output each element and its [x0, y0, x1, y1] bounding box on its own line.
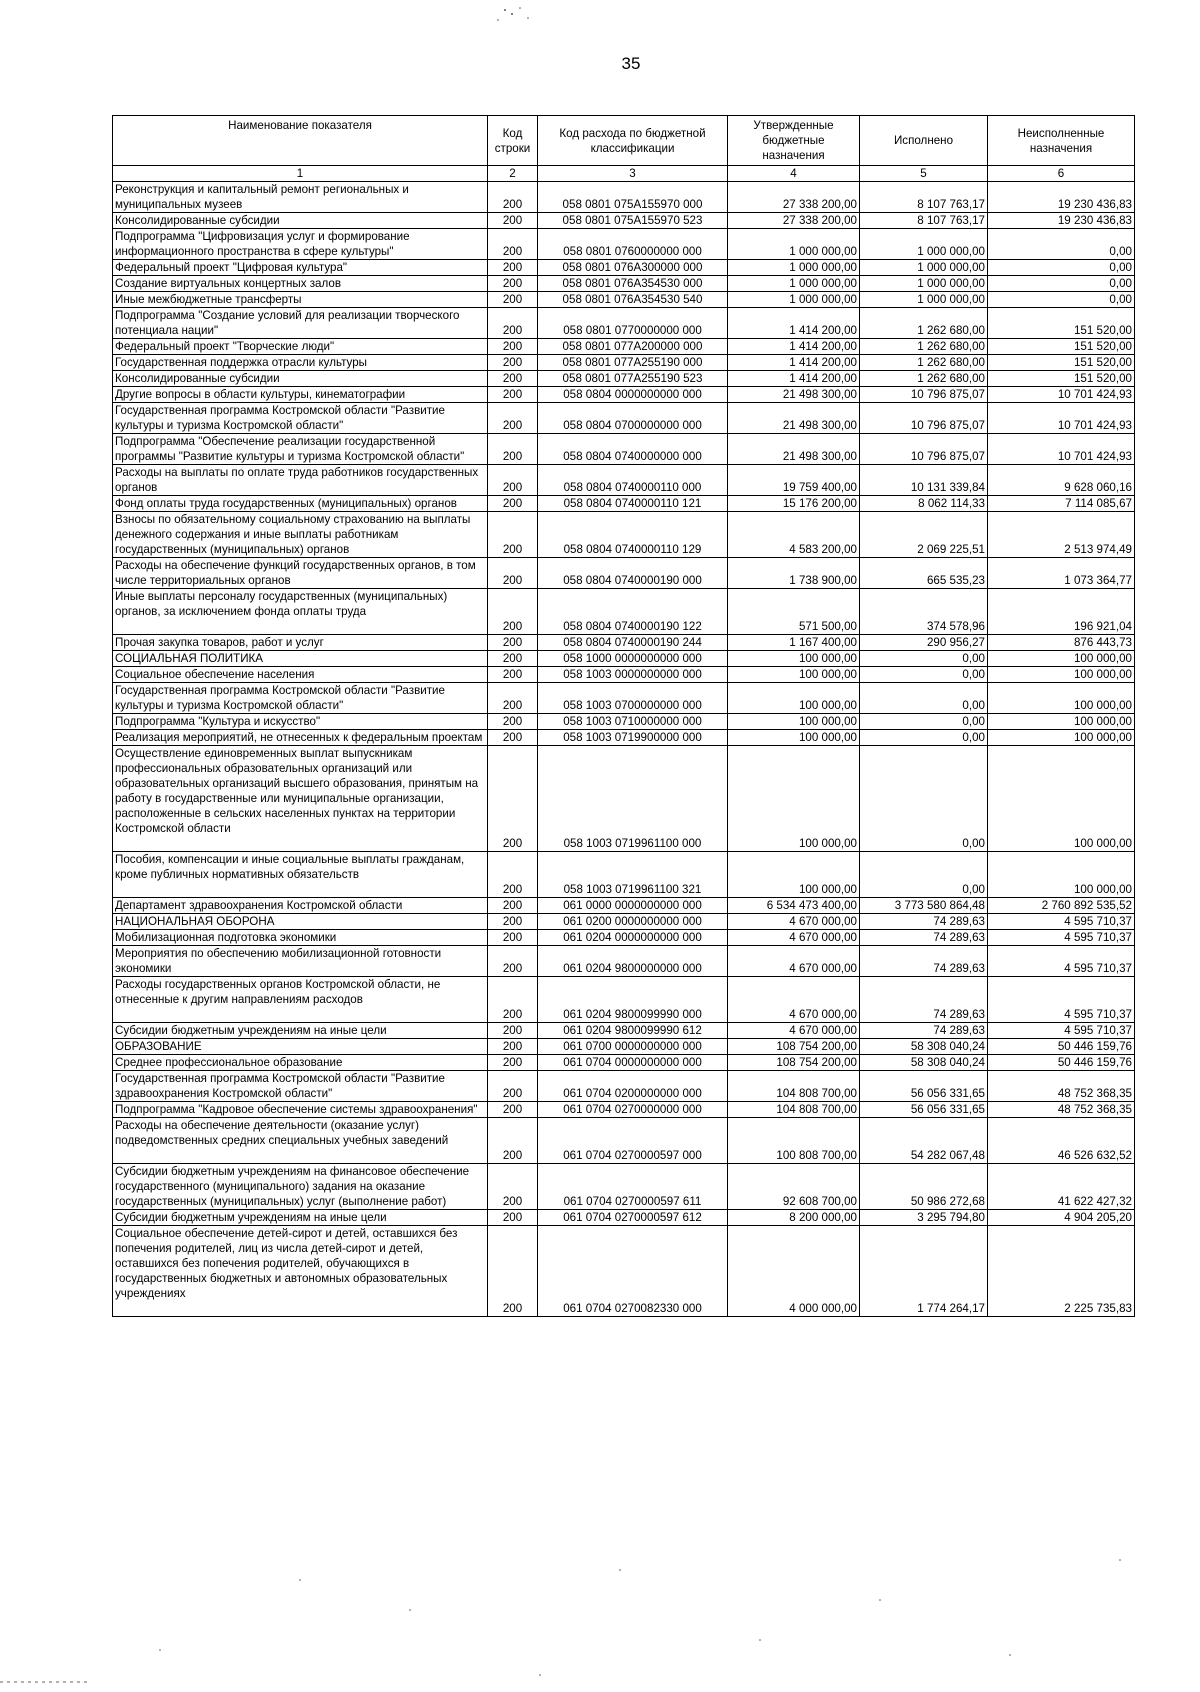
row-executed: 0,00: [860, 683, 988, 714]
table-row: [113, 1023, 1135, 1039]
row-executed: 290 956,27: [860, 635, 988, 651]
row-approved: 1 414 200,00: [728, 371, 860, 387]
row-executed: 1 000 000,00: [860, 229, 988, 260]
row-line-code: 200: [488, 746, 538, 852]
column-number-row: [113, 166, 1135, 182]
table-row: [113, 371, 1135, 387]
row-budget-code: 058 1003 0710000000 000: [538, 714, 728, 730]
table-row: [113, 1039, 1135, 1055]
row-unexecuted: 151 520,00: [988, 371, 1135, 387]
row-name: Фонд оплаты труда государственных (муниципальных) органов: [113, 496, 488, 512]
row-approved: 100 808 700,00: [728, 1118, 860, 1164]
row-budget-code: 058 0804 0740000110 000: [538, 465, 728, 496]
row-name: Расходы на выплаты по оплате труда работников государственных органов: [113, 465, 488, 496]
row-executed: 54 282 067,48: [860, 1118, 988, 1164]
row-name: Создание виртуальных концертных залов: [113, 276, 488, 292]
table-row: [113, 852, 1135, 898]
row-approved: 100 000,00: [728, 852, 860, 898]
table-row: [113, 651, 1135, 667]
row-line-code: 200: [488, 371, 538, 387]
row-approved: 1 414 200,00: [728, 355, 860, 371]
table-row: [113, 946, 1135, 977]
row-name: Расходы на обеспечение функций государственных органов, в том числе территориальных органов: [113, 558, 488, 589]
row-approved: 104 808 700,00: [728, 1102, 860, 1118]
row-unexecuted: 10 701 424,93: [988, 387, 1135, 403]
row-budget-code: 058 0801 0760000000 000: [538, 229, 728, 260]
row-unexecuted: 2 225 735,83: [988, 1226, 1135, 1317]
row-name: Государственная программа Костромской области "Развитие здравоохранения Костромской области": [113, 1071, 488, 1102]
row-executed: 8 107 763,17: [860, 213, 988, 229]
row-budget-code: 058 1003 0700000000 000: [538, 683, 728, 714]
row-executed: 56 056 331,65: [860, 1102, 988, 1118]
row-budget-code: 058 0804 0700000000 000: [538, 403, 728, 434]
row-unexecuted: 876 443,73: [988, 635, 1135, 651]
column-number: 3: [538, 166, 728, 182]
row-name: Среднее профессиональное образование: [113, 1055, 488, 1071]
row-budget-code: 058 0804 0740000000 000: [538, 434, 728, 465]
table-row: [113, 558, 1135, 589]
row-unexecuted: 196 921,04: [988, 589, 1135, 635]
row-budget-code: 058 0804 0740000110 121: [538, 496, 728, 512]
row-name: Консолидированные субсидии: [113, 371, 488, 387]
row-name: Мероприятия по обеспечению мобилизационной готовности экономики: [113, 946, 488, 977]
table-row: [113, 667, 1135, 683]
row-approved: 19 759 400,00: [728, 465, 860, 496]
row-executed: 3 773 580 864,48: [860, 898, 988, 914]
row-line-code: 200: [488, 651, 538, 667]
column-number: 4: [728, 166, 860, 182]
row-executed: 0,00: [860, 651, 988, 667]
row-budget-code: 061 0204 0000000000 000: [538, 930, 728, 946]
table-row: [113, 292, 1135, 308]
header-budget-code: Код расхода по бюджетной классификации: [538, 116, 728, 166]
table-row: [113, 434, 1135, 465]
row-line-code: 200: [488, 667, 538, 683]
row-approved: 21 498 300,00: [728, 387, 860, 403]
table-row: [113, 465, 1135, 496]
row-approved: 1 414 200,00: [728, 308, 860, 339]
table-row: [113, 182, 1135, 213]
row-executed: 1 262 680,00: [860, 355, 988, 371]
row-approved: 6 534 473 400,00: [728, 898, 860, 914]
row-approved: 1 414 200,00: [728, 339, 860, 355]
row-name: Социальное обеспечение населения: [113, 667, 488, 683]
table-row: [113, 930, 1135, 946]
row-line-code: 200: [488, 930, 538, 946]
row-line-code: 200: [488, 946, 538, 977]
row-line-code: 200: [488, 914, 538, 930]
row-line-code: 200: [488, 496, 538, 512]
row-approved: 100 000,00: [728, 730, 860, 746]
row-name: Социальное обеспечение детей-сирот и детей, оставшихся без попечения родителей, лиц из числа детей-сирот и детей, оставшихся без попечения родителей, обучающихся в государственных бюджетных и автономных образовательных учреждениях: [113, 1226, 488, 1317]
row-unexecuted: 4 595 710,37: [988, 946, 1135, 977]
row-name: Подпрограмма "Цифровизация услуг и формирование информационного пространства в сфере культуры": [113, 229, 488, 260]
row-name: Пособия, компенсации и иные социальные выплаты гражданам, кроме публичных нормативных обязательств: [113, 852, 488, 898]
table-header-row: [113, 116, 1135, 166]
row-executed: 74 289,63: [860, 930, 988, 946]
header-approved: Утвержденные бюджетные назначения: [728, 116, 860, 166]
row-budget-code: 061 0704 0270000597 000: [538, 1118, 728, 1164]
row-line-code: 200: [488, 213, 538, 229]
row-executed: 10 796 875,07: [860, 434, 988, 465]
row-name: Реконструкция и капитальный ремонт региональных и муниципальных музеев: [113, 182, 488, 213]
row-budget-code: 061 0704 0000000000 000: [538, 1055, 728, 1071]
row-executed: 0,00: [860, 714, 988, 730]
row-unexecuted: 48 752 368,35: [988, 1071, 1135, 1102]
table-row: [113, 1164, 1135, 1210]
table-row: [113, 260, 1135, 276]
row-executed: 50 986 272,68: [860, 1164, 988, 1210]
row-unexecuted: 100 000,00: [988, 714, 1135, 730]
table-body: [113, 182, 1135, 1317]
row-unexecuted: 4 904 205,20: [988, 1210, 1135, 1226]
row-unexecuted: 10 701 424,93: [988, 434, 1135, 465]
row-budget-code: 061 0204 9800000000 000: [538, 946, 728, 977]
row-name: Федеральный проект "Цифровая культура": [113, 260, 488, 276]
row-line-code: 200: [488, 898, 538, 914]
row-executed: 1 000 000,00: [860, 260, 988, 276]
row-budget-code: 058 0801 075А155970 523: [538, 213, 728, 229]
budget-execution-table: [112, 115, 1135, 1317]
row-line-code: 200: [488, 714, 538, 730]
row-line-code: 200: [488, 1118, 538, 1164]
row-approved: 1 000 000,00: [728, 260, 860, 276]
row-approved: 108 754 200,00: [728, 1055, 860, 1071]
table-row: [113, 1055, 1135, 1071]
row-unexecuted: 100 000,00: [988, 651, 1135, 667]
header-name: Наименование показателя: [113, 116, 488, 166]
row-line-code: 200: [488, 1023, 538, 1039]
row-line-code: 200: [488, 387, 538, 403]
row-executed: 0,00: [860, 730, 988, 746]
table-row: [113, 730, 1135, 746]
row-unexecuted: 151 520,00: [988, 308, 1135, 339]
row-name: Субсидии бюджетным учреждениям на финансовое обеспечение государственного (муниципального) задания на оказание государственных (муниципальных) услуг (выполнение работ): [113, 1164, 488, 1210]
row-budget-code: 061 0704 0270000000 000: [538, 1102, 728, 1118]
table-row: [113, 1102, 1135, 1118]
row-budget-code: 061 0704 0200000000 000: [538, 1071, 728, 1102]
row-unexecuted: 4 595 710,37: [988, 914, 1135, 930]
row-line-code: 200: [488, 403, 538, 434]
row-name: Субсидии бюджетным учреждениям на иные цели: [113, 1023, 488, 1039]
row-executed: 0,00: [860, 746, 988, 852]
row-line-code: 200: [488, 276, 538, 292]
row-name: Прочая закупка товаров, работ и услуг: [113, 635, 488, 651]
row-approved: 92 608 700,00: [728, 1164, 860, 1210]
row-executed: 56 056 331,65: [860, 1071, 988, 1102]
table-row: [113, 589, 1135, 635]
row-line-code: 200: [488, 558, 538, 589]
row-line-code: 200: [488, 292, 538, 308]
row-unexecuted: 41 622 427,32: [988, 1164, 1135, 1210]
row-executed: 10 796 875,07: [860, 403, 988, 434]
row-unexecuted: 4 595 710,37: [988, 1023, 1135, 1039]
row-approved: 1 738 900,00: [728, 558, 860, 589]
row-approved: 27 338 200,00: [728, 213, 860, 229]
row-executed: 1 262 680,00: [860, 339, 988, 355]
table-row: [113, 276, 1135, 292]
row-name: Подпрограмма "Обеспечение реализации государственной программы "Развитие культуры и туризма Костромской области": [113, 434, 488, 465]
row-executed: 0,00: [860, 852, 988, 898]
row-approved: 4 000 000,00: [728, 1226, 860, 1317]
row-unexecuted: 100 000,00: [988, 683, 1135, 714]
table-row: [113, 387, 1135, 403]
table-row: [113, 746, 1135, 852]
row-approved: 4 670 000,00: [728, 977, 860, 1023]
table-row: [113, 1226, 1135, 1317]
row-budget-code: 058 0801 076А300000 000: [538, 260, 728, 276]
row-approved: 21 498 300,00: [728, 434, 860, 465]
table-row: [113, 914, 1135, 930]
row-executed: 58 308 040,24: [860, 1055, 988, 1071]
column-number: 5: [860, 166, 988, 182]
row-budget-code: 058 0804 0740000190 122: [538, 589, 728, 635]
row-executed: 3 295 794,80: [860, 1210, 988, 1226]
row-unexecuted: 7 114 085,67: [988, 496, 1135, 512]
row-line-code: 200: [488, 182, 538, 213]
row-name: Государственная программа Костромской области "Развитие культуры и туризма Костромской области": [113, 683, 488, 714]
table-row: [113, 229, 1135, 260]
row-line-code: 200: [488, 512, 538, 558]
row-budget-code: 058 0804 0740000190 244: [538, 635, 728, 651]
row-unexecuted: 151 520,00: [988, 355, 1135, 371]
row-unexecuted: 1 073 364,77: [988, 558, 1135, 589]
row-unexecuted: 9 628 060,16: [988, 465, 1135, 496]
row-executed: 8 107 763,17: [860, 182, 988, 213]
row-budget-code: 058 0804 0740000190 000: [538, 558, 728, 589]
table-row: [113, 403, 1135, 434]
row-budget-code: 058 0801 077А255190 523: [538, 371, 728, 387]
row-unexecuted: 50 446 159,76: [988, 1039, 1135, 1055]
row-approved: 4 583 200,00: [728, 512, 860, 558]
table-row: [113, 683, 1135, 714]
row-budget-code: 058 0804 0740000110 129: [538, 512, 728, 558]
table-row: [113, 714, 1135, 730]
row-budget-code: 058 0801 077А200000 000: [538, 339, 728, 355]
row-name: Иные выплаты персоналу государственных (муниципальных) органов, за исключением фонда оплаты труда: [113, 589, 488, 635]
row-name: Департамент здравоохранения Костромской области: [113, 898, 488, 914]
row-line-code: 200: [488, 260, 538, 276]
table-row: [113, 496, 1135, 512]
row-name: Государственная поддержка отрасли культуры: [113, 355, 488, 371]
row-line-code: 200: [488, 852, 538, 898]
header-line-code: Код строки: [488, 116, 538, 166]
table-row: [113, 635, 1135, 651]
row-unexecuted: 4 595 710,37: [988, 930, 1135, 946]
table-row: [113, 1118, 1135, 1164]
row-budget-code: 058 0801 076А354530 540: [538, 292, 728, 308]
row-unexecuted: 48 752 368,35: [988, 1102, 1135, 1118]
header-executed: Исполнено: [860, 116, 988, 166]
row-executed: 74 289,63: [860, 946, 988, 977]
table-row: [113, 977, 1135, 1023]
row-unexecuted: 100 000,00: [988, 852, 1135, 898]
table-row: [113, 512, 1135, 558]
row-line-code: 200: [488, 1164, 538, 1210]
row-approved: 8 200 000,00: [728, 1210, 860, 1226]
row-approved: 100 000,00: [728, 746, 860, 852]
row-approved: 21 498 300,00: [728, 403, 860, 434]
row-approved: 27 338 200,00: [728, 182, 860, 213]
row-executed: 2 069 225,51: [860, 512, 988, 558]
row-budget-code: 058 0804 0000000000 000: [538, 387, 728, 403]
row-name: Иные межбюджетные трансферты: [113, 292, 488, 308]
row-name: Реализация мероприятий, не отнесенных к федеральным проектам: [113, 730, 488, 746]
row-approved: 100 000,00: [728, 714, 860, 730]
row-approved: 108 754 200,00: [728, 1039, 860, 1055]
column-number: 2: [488, 166, 538, 182]
row-approved: 4 670 000,00: [728, 930, 860, 946]
row-name: Государственная программа Костромской области "Развитие культуры и туризма Костромской области": [113, 403, 488, 434]
row-line-code: 200: [488, 229, 538, 260]
row-name: Консолидированные субсидии: [113, 213, 488, 229]
row-line-code: 200: [488, 308, 538, 339]
row-approved: 1 000 000,00: [728, 292, 860, 308]
row-approved: 4 670 000,00: [728, 946, 860, 977]
row-budget-code: 061 0700 0000000000 000: [538, 1039, 728, 1055]
row-approved: 100 000,00: [728, 667, 860, 683]
row-line-code: 200: [488, 434, 538, 465]
row-name: НАЦИОНАЛЬНАЯ ОБОРОНА: [113, 914, 488, 930]
row-executed: 1 000 000,00: [860, 292, 988, 308]
row-budget-code: 058 0801 077А255190 000: [538, 355, 728, 371]
row-line-code: 200: [488, 977, 538, 1023]
row-unexecuted: 0,00: [988, 276, 1135, 292]
row-unexecuted: 4 595 710,37: [988, 977, 1135, 1023]
row-budget-code: 061 0204 9800099990 000: [538, 977, 728, 1023]
row-executed: 0,00: [860, 667, 988, 683]
row-budget-code: 058 0801 076А354530 000: [538, 276, 728, 292]
row-executed: 665 535,23: [860, 558, 988, 589]
row-unexecuted: 100 000,00: [988, 667, 1135, 683]
row-unexecuted: 0,00: [988, 260, 1135, 276]
row-budget-code: 058 1003 0719961100 000: [538, 746, 728, 852]
row-unexecuted: 100 000,00: [988, 730, 1135, 746]
table-row: [113, 898, 1135, 914]
row-budget-code: 058 1003 0000000000 000: [538, 667, 728, 683]
row-line-code: 200: [488, 589, 538, 635]
row-line-code: 200: [488, 355, 538, 371]
row-name: Подпрограмма "Кадровое обеспечение системы здравоохранения": [113, 1102, 488, 1118]
row-unexecuted: 2 513 974,49: [988, 512, 1135, 558]
row-name: Другие вопросы в области культуры, кинематографии: [113, 387, 488, 403]
row-budget-code: 061 0704 0270000597 611: [538, 1164, 728, 1210]
row-line-code: 200: [488, 730, 538, 746]
row-line-code: 200: [488, 635, 538, 651]
row-approved: 1 000 000,00: [728, 276, 860, 292]
row-budget-code: 061 0000 0000000000 000: [538, 898, 728, 914]
row-line-code: 200: [488, 339, 538, 355]
row-executed: 1 774 264,17: [860, 1226, 988, 1317]
row-name: СОЦИАЛЬНАЯ ПОЛИТИКА: [113, 651, 488, 667]
column-number: 1: [113, 166, 488, 182]
table-row: [113, 1210, 1135, 1226]
row-executed: 1 262 680,00: [860, 371, 988, 387]
column-number: 6: [988, 166, 1135, 182]
row-line-code: 200: [488, 1039, 538, 1055]
row-line-code: 200: [488, 683, 538, 714]
row-unexecuted: 0,00: [988, 229, 1135, 260]
row-unexecuted: 46 526 632,52: [988, 1118, 1135, 1164]
row-line-code: 200: [488, 1071, 538, 1102]
row-name: Взносы по обязательному социальному страхованию на выплаты денежного содержания и иные выплаты работникам государственных (муниципальных) органов: [113, 512, 488, 558]
row-approved: 571 500,00: [728, 589, 860, 635]
row-line-code: 200: [488, 1055, 538, 1071]
row-line-code: 200: [488, 1102, 538, 1118]
row-budget-code: 061 0204 9800099990 612: [538, 1023, 728, 1039]
header-unexecuted: Неисполненные назначения: [988, 116, 1135, 166]
row-approved: 100 000,00: [728, 651, 860, 667]
row-unexecuted: 19 230 436,83: [988, 182, 1135, 213]
row-approved: 104 808 700,00: [728, 1071, 860, 1102]
page-number: 35: [621, 54, 641, 73]
row-name: Расходы на обеспечение деятельности (оказание услуг) подведомственных средних специальных учебных заведений: [113, 1118, 488, 1164]
table-row: [113, 339, 1135, 355]
row-executed: 374 578,96: [860, 589, 988, 635]
row-executed: 1 262 680,00: [860, 308, 988, 339]
row-unexecuted: 100 000,00: [988, 746, 1135, 852]
row-approved: 4 670 000,00: [728, 1023, 860, 1039]
table-row: [113, 213, 1135, 229]
row-name: Подпрограмма "Создание условий для реализации творческого потенциала нации": [113, 308, 488, 339]
row-executed: 74 289,63: [860, 914, 988, 930]
row-budget-code: 061 0704 0270082330 000: [538, 1226, 728, 1317]
row-executed: 74 289,63: [860, 1023, 988, 1039]
row-name: Федеральный проект "Творческие люди": [113, 339, 488, 355]
row-executed: 58 308 040,24: [860, 1039, 988, 1055]
row-budget-code: 058 1003 0719900000 000: [538, 730, 728, 746]
row-unexecuted: 10 701 424,93: [988, 403, 1135, 434]
row-unexecuted: 2 760 892 535,52: [988, 898, 1135, 914]
row-approved: 15 176 200,00: [728, 496, 860, 512]
row-name: ОБРАЗОВАНИЕ: [113, 1039, 488, 1055]
row-executed: 10 131 339,84: [860, 465, 988, 496]
row-approved: 4 670 000,00: [728, 914, 860, 930]
row-executed: 10 796 875,07: [860, 387, 988, 403]
row-unexecuted: 0,00: [988, 292, 1135, 308]
row-line-code: 200: [488, 1226, 538, 1317]
row-name: Субсидии бюджетным учреждениям на иные цели: [113, 1210, 488, 1226]
table-row: [113, 1071, 1135, 1102]
row-line-code: 200: [488, 1210, 538, 1226]
row-name: Расходы государственных органов Костромской области, не отнесенные к другим направлениям расходов: [113, 977, 488, 1023]
row-unexecuted: 19 230 436,83: [988, 213, 1135, 229]
row-budget-code: 058 1000 0000000000 000: [538, 651, 728, 667]
row-budget-code: 058 0801 075А155970 000: [538, 182, 728, 213]
row-budget-code: 058 1003 0719961100 321: [538, 852, 728, 898]
row-executed: 8 062 114,33: [860, 496, 988, 512]
row-approved: 100 000,00: [728, 683, 860, 714]
row-budget-code: 058 0801 0770000000 000: [538, 308, 728, 339]
row-budget-code: 061 0200 0000000000 000: [538, 914, 728, 930]
row-approved: 1 000 000,00: [728, 229, 860, 260]
table-row: [113, 308, 1135, 339]
row-line-code: 200: [488, 465, 538, 496]
row-executed: 1 000 000,00: [860, 276, 988, 292]
row-unexecuted: 50 446 159,76: [988, 1055, 1135, 1071]
row-approved: 1 167 400,00: [728, 635, 860, 651]
row-name: Осуществление единовременных выплат выпускникам профессиональных образовательных организаций или образовательных организаций высшего образования, принятым на работу в государственные или муниципальные организации, расположенные в сельских населенных пунктах на территории Костромской области: [113, 746, 488, 852]
row-executed: 74 289,63: [860, 977, 988, 1023]
table-row: [113, 355, 1135, 371]
row-unexecuted: 151 520,00: [988, 339, 1135, 355]
row-name: Мобилизационная подготовка экономики: [113, 930, 488, 946]
row-name: Подпрограмма "Культура и искусство": [113, 714, 488, 730]
row-budget-code: 061 0704 0270000597 612: [538, 1210, 728, 1226]
